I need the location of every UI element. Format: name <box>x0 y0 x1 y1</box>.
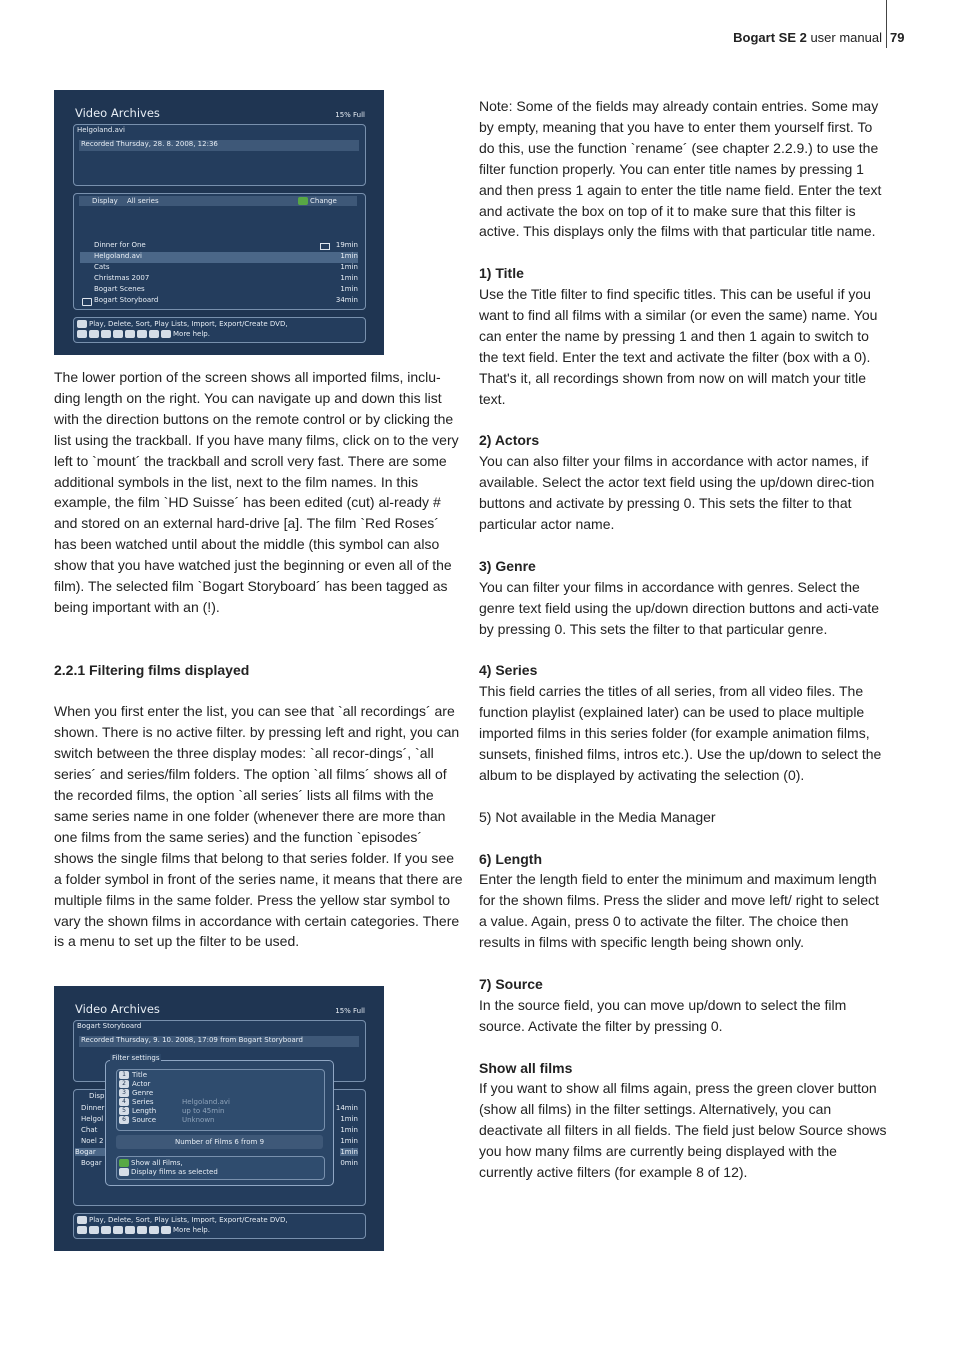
filter-source[interactable] <box>119 1116 156 1124</box>
screen-title: Video Archives <box>75 1002 160 1016</box>
film-name: Helgol <box>81 1115 104 1123</box>
film-length: 19min <box>335 241 358 249</box>
film-length: 14min <box>335 1104 358 1112</box>
heading-length: 6) Length <box>479 850 542 867</box>
help-text-1: Play, Delete, Sort, Play Lists, Import, Export/Create DVD, <box>89 320 288 328</box>
film-length: 1min <box>340 285 358 293</box>
file-name: Helgoland.avi <box>77 126 125 134</box>
nav-key-icon <box>77 1226 87 1234</box>
heading-genre: 3) Genre <box>479 557 536 574</box>
help-line-2 <box>77 330 210 338</box>
film-length: 1min <box>340 263 358 271</box>
filter-label: Series <box>132 1098 154 1106</box>
heading-series: 4) Series <box>479 662 538 679</box>
film-length: 1min <box>340 252 358 260</box>
list-item[interactable] <box>80 274 358 285</box>
nav-key-icon <box>149 1226 159 1234</box>
section-heading-filtering: 2.2.1 Filtering films displayed <box>54 661 250 678</box>
film-count: Number of Films 6 from 9 <box>116 1135 323 1149</box>
filter-settings-dialog <box>105 1054 334 1186</box>
filter-label: Actor <box>132 1080 151 1088</box>
show-all-label: Show all Films, <box>131 1159 183 1167</box>
filter-list <box>116 1069 325 1131</box>
filter-label: Title <box>132 1071 148 1079</box>
ok-key-icon <box>119 1168 129 1176</box>
film-name: Chat <box>81 1126 98 1134</box>
folder-icon <box>82 298 92 306</box>
film-length: 1min <box>340 1148 358 1156</box>
paragraph-length: Enter the length field to enter the minimum and maximum length for the shown films. Press the slider and move left/ right to select a value. Again, press 0 to activate the filter. The choice then results in films with specific length being shown only. <box>479 871 879 951</box>
help-text-2: More help. <box>173 1226 210 1234</box>
nav-key-icon <box>113 1226 123 1234</box>
paragraph-not-available: 5) Not available in the Media Manager <box>479 808 716 825</box>
help-text-1: Play, Delete, Sort, Play Lists, Import, Export/Create DVD, <box>89 1216 288 1224</box>
show-all-films-button[interactable] <box>119 1159 183 1167</box>
heading-source: 7) Source <box>479 975 543 992</box>
key-3-icon: 3 <box>119 1089 129 1097</box>
paragraph-actors: You can also filter your films in accordance with actor names, if available. Select the actor text field using the up/down direc-tion buttons and activate by pressing 0. This sets the filter to that particular actor name. <box>479 453 875 533</box>
green-key-icon <box>119 1159 129 1167</box>
paragraph-genre: You can filter your films in accordance with genres. Select the genre text field using the up/down direction buttons and acti-vate by pressing 0. This sets the filter to that particular genre. <box>479 578 880 637</box>
film-length: 1min <box>340 274 358 282</box>
video-archives-screenshot-2 <box>54 986 384 1251</box>
film-name: Dinner <box>81 1104 105 1112</box>
page-number: 79 <box>890 30 905 45</box>
header-divider <box>886 0 887 48</box>
film-length: 0min <box>340 1159 358 1167</box>
heading-title: 1) Title <box>479 265 524 282</box>
help-text-2: More help. <box>173 330 210 338</box>
play-key-icon <box>77 1216 87 1224</box>
film-name: Bogar <box>75 1148 105 1156</box>
product-name: Bogart SE 2 <box>733 30 807 45</box>
paragraph-film-list: The lower portion of the screen shows all imported films, inclu-ding length on the right. You can navigate up and down this list with the direction buttons on the remote control or by clicking the list using the trackball. If you have many films, click on to the very left to `mount´ the trackball and scroll very fast. There are some additional symbols in the list, next to the film names. In this example, the film `HD Suisse´ has been edited (cut) al-ready # and stored on an external hard-drive [a]. The film `Red Roses´ has been watched until about the middle (this symbol can also show that you have watched just the beginning or even all of the film). The selected film `Bogart Storyboard´ has been tagged as being important with an (!). <box>54 369 459 615</box>
film-name: Bogart Storyboard <box>94 296 159 304</box>
filter-length[interactable] <box>119 1107 156 1115</box>
running-header <box>733 30 882 45</box>
key-6-icon: 6 <box>119 1116 129 1124</box>
disk-usage: 15% Full <box>335 1007 365 1015</box>
help-line-1 <box>77 1216 288 1224</box>
film-length: 1min <box>340 1137 358 1145</box>
nav-key-icon <box>161 330 171 338</box>
film-length: 34min <box>335 296 358 304</box>
nav-key-icon <box>137 330 147 338</box>
filter-label: Length <box>132 1107 157 1115</box>
nav-key-icon <box>101 1226 111 1234</box>
help-bar <box>73 317 366 343</box>
film-name: Bogar <box>81 1159 102 1167</box>
screen-title: Video Archives <box>75 106 160 120</box>
paragraph-show-all: If you want to show all films again, press the green clover button (show all films) in the filter settings. Alternatively, you can deactivate all filters in all fields. The field just below Source shows you how many films are currently being displayed with the currently active filters (for example 8 of 12). <box>479 1080 887 1181</box>
film-name: Helgoland.avi <box>94 252 142 260</box>
help-line-1 <box>77 320 288 328</box>
filter-title[interactable] <box>119 1071 147 1079</box>
nav-key-icon <box>77 330 87 338</box>
disk-usage: 15% Full <box>335 111 365 119</box>
hd-icon <box>320 243 330 250</box>
length-value: up to 45min <box>182 1107 225 1115</box>
display-selected-label: Display films as selected <box>131 1168 218 1176</box>
nav-key-icon <box>137 1226 147 1234</box>
filter-label: Genre <box>132 1089 154 1097</box>
key-5-icon: 5 <box>119 1107 129 1115</box>
display-selected-button[interactable] <box>119 1168 218 1176</box>
display-label: Display <box>92 197 118 205</box>
list-item[interactable] <box>80 263 358 274</box>
film-name: Noel 2 <box>81 1137 104 1145</box>
play-key-icon <box>77 320 87 328</box>
film-name: Bogart Scenes <box>94 285 145 293</box>
help-line-2 <box>77 1226 210 1234</box>
list-item[interactable] <box>80 252 358 263</box>
filter-series[interactable] <box>119 1098 154 1106</box>
film-name: Dinner for One <box>94 241 146 249</box>
recorded-info: Recorded Thursday, 28. 8. 2008, 12:36 <box>79 140 359 151</box>
series-value: Helgoland.avi <box>182 1098 230 1106</box>
heading-show-all: Show all films <box>479 1059 573 1076</box>
green-key-icon <box>298 197 308 205</box>
list-item[interactable] <box>80 241 358 252</box>
nav-key-icon <box>149 330 159 338</box>
nav-key-icon <box>125 330 135 338</box>
info-panel <box>73 124 366 186</box>
nav-key-icon <box>89 330 99 338</box>
left-column <box>54 367 464 952</box>
file-name: Bogart Storyboard <box>77 1022 142 1030</box>
source-value: Unknown <box>182 1116 215 1124</box>
filter-actor[interactable] <box>119 1080 150 1088</box>
filter-genre[interactable] <box>119 1089 153 1097</box>
display-value[interactable]: All series <box>127 197 159 205</box>
help-bar <box>73 1213 366 1239</box>
key-2-icon: 2 <box>119 1080 129 1088</box>
paragraph-source: In the source field, you can move up/down to select the film source. Activate the filter by pressing 0. <box>479 996 847 1034</box>
recorded-info: Recorded Thursday, 9. 10. 2008, 17:09 from Bogart Storyboard <box>79 1036 359 1047</box>
doc-type: user manual <box>806 30 882 45</box>
heading-actors: 2) Actors <box>479 432 540 449</box>
paragraph-filtering: When you first enter the list, you can see that `all recordings´ are shown. There is no active filter. by pressing left and right, you can switch between the three display modes: `all recor-dings´, `all series´ and series/film folders. The option `all films´ shows all of the recorded films, the option `all series´ lists all films with the same series name in one folder (whenever there are more than one films from the same series) and the function `episodes´ shows the single films that belong to that series folder. If you see a folder symbol in front of the series name, it means that there are multiple films in the same folder. Press the yellow star symbol to vary the shown films in accordance with certain categories. There is a menu to set up the filter to be used. <box>54 703 463 950</box>
list-item[interactable] <box>80 296 358 307</box>
paragraph-series: This field carries the titles of all series, from all video files. The function playlist (explained later) can be used to place multiple imported films in this series folder (for example animation films, sunsets, finished films, intros etc.). Use the up/down to select the album to be displayed by activating the selection (0). <box>479 683 882 783</box>
display-bar <box>79 196 357 206</box>
filter-label: Source <box>132 1116 157 1124</box>
dialog-title: Filter settings <box>112 1054 160 1062</box>
nav-key-icon <box>161 1226 171 1234</box>
paragraph-title: Use the Title filter to find specific titles. This can be useful if you want to find all films with a similar (or even the same) name. You can enter the name by pressing 1 and then 1 again to switch to the text field. Enter the text and activate the filter (box with a 0). That's it, all recordings shown from now on will match your title text. <box>479 286 878 407</box>
nav-key-icon <box>89 1226 99 1234</box>
change-label: Change <box>310 197 337 205</box>
film-name: Cats <box>94 263 110 271</box>
film-name: Christmas 2007 <box>94 274 150 282</box>
nav-key-icon <box>113 330 123 338</box>
paragraph-note: Note: Some of the fields may already contain entries. Some may by empty, meaning that you have to enter them yourself first. To do this, use the function `rename´ (see chapter 2.2.9.) to use the filter function properly. You can enter title names by pressing 1 and then press 1 again to enter the title name field. Enter the text and activate the box on top of it to make sure that this filter is active. This displays only the films with that particular title name. <box>479 98 882 240</box>
video-archives-screenshot-1 <box>54 90 384 355</box>
nav-key-icon <box>125 1226 135 1234</box>
right-column <box>479 96 889 1183</box>
dialog-actions <box>116 1156 325 1180</box>
film-length: 1min <box>340 1115 358 1123</box>
change-button[interactable] <box>298 197 337 205</box>
key-4-icon: 4 <box>119 1098 129 1106</box>
list-item[interactable] <box>80 285 358 296</box>
nav-key-icon <box>101 330 111 338</box>
key-1-icon: 1 <box>119 1071 129 1079</box>
film-length: 1min <box>340 1126 358 1134</box>
display-label: Disp <box>89 1092 105 1100</box>
